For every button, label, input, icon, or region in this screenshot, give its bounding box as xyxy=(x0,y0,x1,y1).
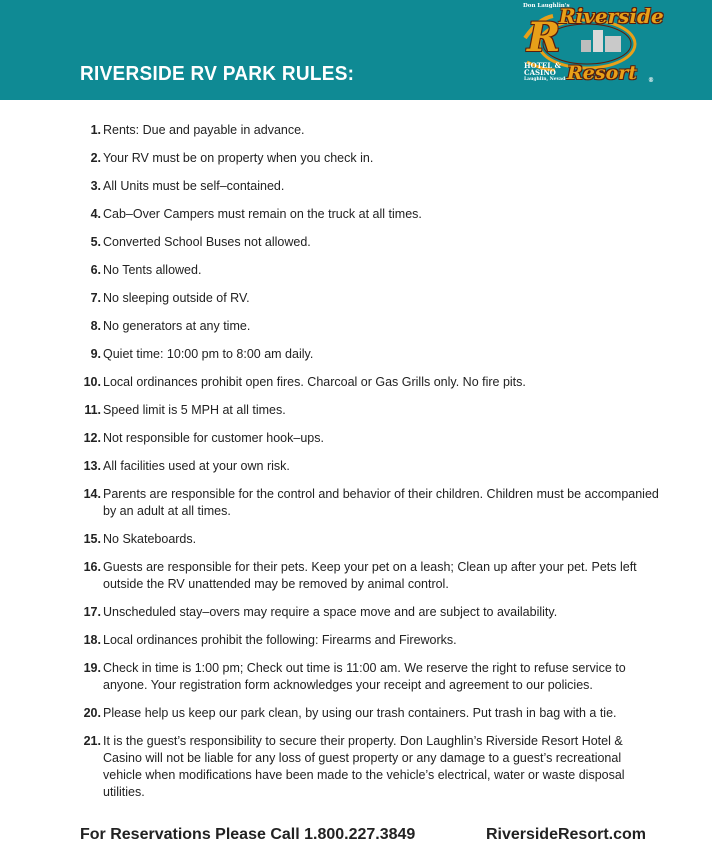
rule-number: 4. xyxy=(90,207,101,221)
rule-text: Unscheduled stay–overs may require a space move and are subject to availability. xyxy=(103,605,558,619)
page-title: RIVERSIDE RV PARK RULES: xyxy=(80,63,355,85)
rule-item xyxy=(80,402,660,419)
rule-text: Your RV must be on property when you check in. xyxy=(103,151,374,165)
rule-item xyxy=(80,486,660,520)
rule-number: 17. xyxy=(83,605,101,619)
rule-text: Quiet time: 10:00 pm to 8:00 am daily. xyxy=(103,347,314,361)
rule-text: All facilities used at your own risk. xyxy=(103,459,290,473)
rule-number: 21. xyxy=(83,734,101,748)
rule-number: 10. xyxy=(83,375,101,389)
rule-item xyxy=(80,150,660,167)
rule-number: 5. xyxy=(90,235,101,249)
rule-text: Cab–Over Campers must remain on the truck at all times. xyxy=(103,207,422,221)
rule-item xyxy=(80,262,660,279)
rule-text: No sleeping outside of RV. xyxy=(103,291,250,305)
rule-number: 2. xyxy=(90,151,101,165)
rule-number: 1. xyxy=(90,123,101,137)
rule-text: Rents: Due and payable in advance. xyxy=(103,123,305,137)
rule-text: Please help us keep our park clean, by using our trash containers. Put trash in bag with a tie. xyxy=(103,706,617,720)
logo-sub-line2: CASINO xyxy=(524,68,556,77)
rule-number: 15. xyxy=(83,532,101,546)
rule-item xyxy=(80,559,660,593)
rule-text: Local ordinances prohibit open fires. Charcoal or Gas Grills only. No fire pits. xyxy=(103,375,526,389)
rule-text: No generators at any time. xyxy=(103,319,251,333)
rule-text: Local ordinances prohibit the following: Firearms and Fireworks. xyxy=(103,633,457,647)
reservations-phone: For Reservations Please Call 1.800.227.3849 xyxy=(80,826,416,843)
rule-text: Parents are responsible for the control and behavior of their children. Children must be accompanied by an adult at all times. xyxy=(103,487,659,518)
rule-number: 3. xyxy=(90,179,101,193)
logo-sub-line3: Laughlin, Nevada xyxy=(524,77,569,82)
rule-number: 12. xyxy=(83,431,101,445)
rule-number: 16. xyxy=(83,560,101,574)
rules-list xyxy=(80,122,660,812)
rule-item xyxy=(80,660,660,694)
rule-number: 8. xyxy=(90,319,101,333)
logo-name-top: Riverside xyxy=(559,4,664,28)
rule-number: 9. xyxy=(90,347,101,361)
rule-item xyxy=(80,430,660,447)
rule-text: No Tents allowed. xyxy=(103,263,202,277)
logo-tagline: Don Laughlin's xyxy=(523,3,570,9)
rule-text: Speed limit is 5 MPH at all times. xyxy=(103,403,286,417)
riverside-resort-logo xyxy=(521,2,664,88)
rule-number: 19. xyxy=(83,661,101,675)
rule-text: Converted School Buses not allowed. xyxy=(103,235,311,249)
rule-item xyxy=(80,122,660,139)
rule-text: It is the guest’s responsibility to secure their property. Don Laughlin’s Riverside Resort Hotel & Casino will not be liable for any loss of guest property or any damage to a guest’s recreational vehicle when modifications have been made to the vehicle’s electrical, water or waste disposal utilities. xyxy=(103,734,625,799)
logo-trademark: ® xyxy=(648,77,654,84)
rule-item xyxy=(80,234,660,251)
rule-number: 11. xyxy=(84,403,101,417)
rule-item xyxy=(80,318,660,335)
rule-number: 13. xyxy=(83,459,101,473)
logo-sub-line1: HOTEL & xyxy=(524,61,561,70)
logo-initial-r: R xyxy=(527,14,561,61)
rule-item xyxy=(80,531,660,548)
header-banner xyxy=(0,0,712,100)
rule-item xyxy=(80,290,660,307)
rule-text: No Skateboards. xyxy=(103,532,197,546)
rule-item xyxy=(80,178,660,195)
rule-text: Guests are responsible for their pets. Keep your pet on a leash; Clean up after your pet. Pets left outside the RV unattended may be removed by animal control. xyxy=(103,560,637,591)
rule-text: Check in time is 1:00 pm; Check out time is 11:00 am. We reserve the right to refuse service to anyone. Your registration form acknowledges your receipt and agreement to our policies. xyxy=(103,661,626,692)
rule-number: 14. xyxy=(83,487,101,501)
rule-item xyxy=(80,705,660,722)
rule-item xyxy=(80,346,660,363)
website-url: RiversideResort.com xyxy=(485,826,646,843)
rule-text: Not responsible for customer hook–ups. xyxy=(103,431,324,445)
rule-number: 7. xyxy=(90,291,101,305)
rule-item xyxy=(80,632,660,649)
rule-number: 6. xyxy=(90,263,101,277)
rule-item xyxy=(80,374,660,391)
rule-item xyxy=(80,733,660,801)
rule-text: All Units must be self–contained. xyxy=(103,179,285,193)
rule-number: 18. xyxy=(83,633,101,647)
rule-number: 20. xyxy=(83,706,101,720)
logo-name-bottom: Resort xyxy=(567,62,638,84)
rule-item xyxy=(80,604,660,621)
rule-item xyxy=(80,206,660,223)
rule-item xyxy=(80,458,660,475)
